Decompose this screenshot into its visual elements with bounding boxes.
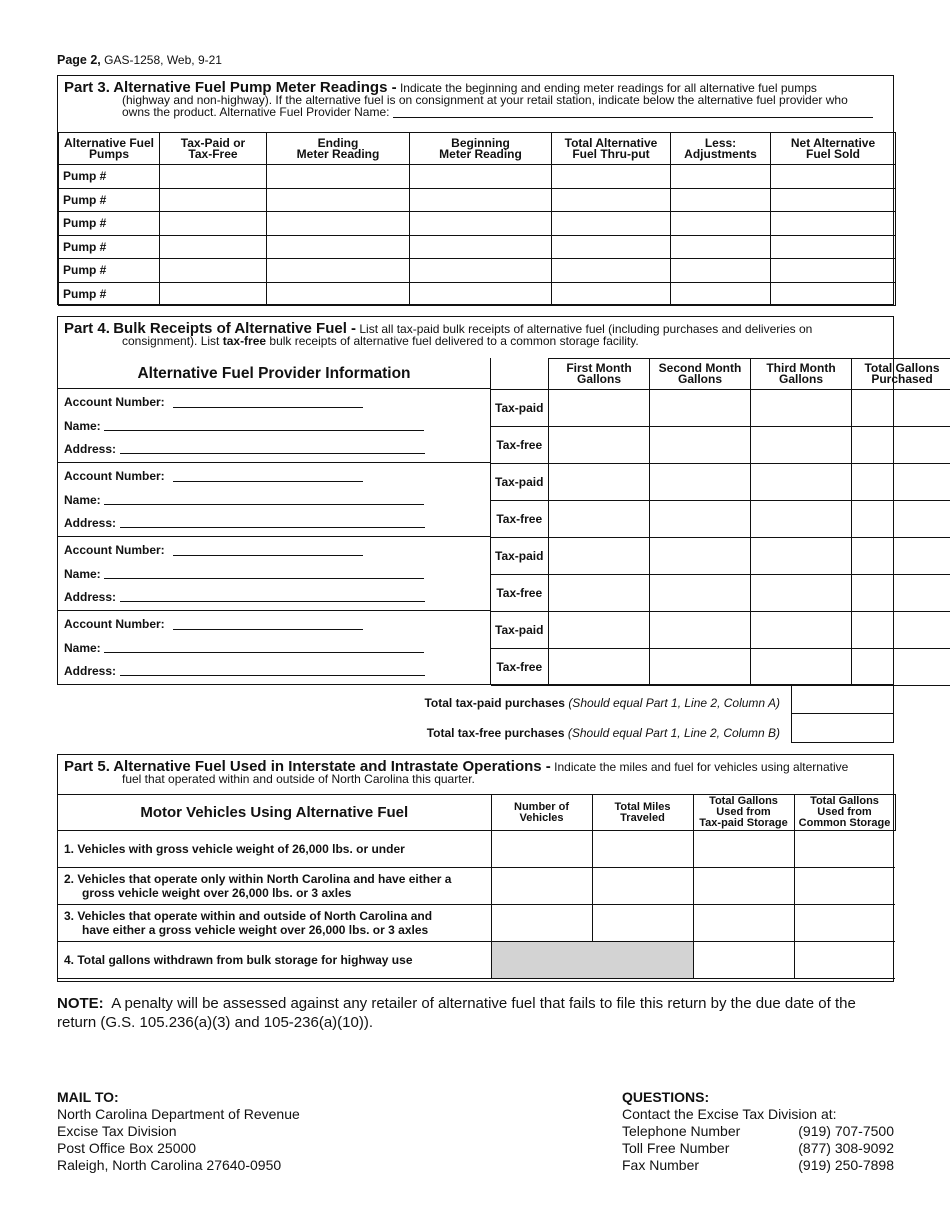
name-input[interactable] — [104, 652, 424, 653]
part5-desc-2: fuel that operated within and outside of North Carolina this quarter. — [122, 772, 475, 786]
pump-cell[interactable] — [410, 259, 552, 283]
part3-desc-3 — [64, 106, 885, 118]
interstate-row-label — [58, 868, 491, 905]
total-tax-paid-label — [424, 696, 780, 710]
pump-col-header — [410, 133, 552, 165]
pump-cell[interactable] — [771, 188, 896, 212]
interstate-col-header — [693, 795, 794, 831]
name-input[interactable] — [104, 504, 424, 505]
tax-type-header — [491, 359, 549, 390]
pump-cell[interactable] — [410, 212, 552, 236]
interstate-cell[interactable] — [592, 831, 693, 868]
interstate-cell[interactable] — [491, 868, 592, 905]
address-label: Address: — [64, 664, 117, 678]
address-label: Address: — [64, 516, 117, 530]
interstate-col-header — [794, 795, 895, 831]
pump-cell[interactable] — [671, 235, 771, 259]
pump-col-header-line: Total Alternative — [564, 135, 658, 150]
pump-cell[interactable] — [552, 165, 671, 189]
interstate-cell[interactable] — [693, 868, 794, 905]
provider-block — [58, 537, 490, 611]
interstate-cell[interactable] — [794, 831, 895, 868]
account-number-input[interactable] — [173, 481, 363, 482]
interstate-row — [58, 942, 895, 979]
tax-type-label: Tax-paid — [491, 612, 549, 649]
pump-col-header — [267, 133, 410, 165]
pump-cell[interactable] — [671, 212, 771, 236]
total-tax-free-bold: Total tax-free purchases — [426, 726, 565, 740]
pump-col-header — [59, 133, 160, 165]
part5-desc-1: Indicate the miles and fuel for vehicles using alternative — [554, 760, 849, 774]
mail-address-line: Post Office Box 25000 — [57, 1140, 197, 1156]
interstate-col-header-line: Used from — [716, 806, 771, 818]
pump-cell[interactable] — [771, 259, 896, 283]
pump-cell[interactable] — [160, 212, 267, 236]
interstate-cell[interactable] — [592, 905, 693, 942]
gallons-cell[interactable] — [751, 390, 852, 427]
interstate-cell[interactable] — [693, 905, 794, 942]
bulk-col-header-line: Gallons — [677, 372, 722, 386]
pump-cell[interactable] — [671, 165, 771, 189]
interstate-cell[interactable] — [693, 831, 794, 868]
note-text: A penalty will be assessed against any retailer of alternative fuel that fails to file this return by the due date of the return (G.S. 105.236(a)(3) and 105-236(a)(10)). — [57, 995, 856, 1031]
total-tax-free-field[interactable] — [791, 713, 894, 743]
mail-to-block — [57, 1089, 300, 1174]
part4-label: Part 4. — [64, 320, 110, 337]
bulk-col-header-line: Gallons — [576, 372, 621, 386]
interstate-col-header — [491, 795, 592, 831]
address-input[interactable] — [120, 601, 425, 602]
pump-label: Pump # — [59, 282, 160, 306]
pump-cell[interactable] — [552, 235, 671, 259]
account-number-input[interactable] — [173, 555, 363, 556]
gallons-cell[interactable] — [852, 649, 950, 686]
interstate-cell[interactable] — [794, 905, 895, 942]
total-tax-free-label — [427, 726, 780, 740]
pump-col-header — [552, 133, 671, 165]
gallons-cell[interactable] — [852, 612, 950, 649]
part5-title: Alternative Fuel Used in Interstate and Intrastate Operations - — [113, 758, 551, 775]
pump-cell[interactable] — [267, 259, 410, 283]
pump-col-header-line: Meter Reading — [296, 146, 380, 161]
gallons-cell[interactable] — [549, 501, 650, 538]
contact-label: Telephone Number — [622, 1123, 741, 1139]
interstate-cell[interactable] — [491, 905, 592, 942]
form-id: GAS-1258, Web, 9-21 — [104, 53, 222, 67]
mail-address-line: North Carolina Department of Revenue — [57, 1106, 300, 1122]
pump-cell[interactable] — [671, 188, 771, 212]
gallons-cell[interactable] — [751, 501, 852, 538]
bulk-receipts-table — [490, 358, 950, 686]
bulk-col-header — [852, 359, 950, 390]
pump-cell[interactable] — [671, 259, 771, 283]
pump-table-body — [59, 165, 896, 306]
gallons-cell[interactable] — [650, 390, 751, 427]
questions-intro: Contact the Excise Tax Division at: — [622, 1106, 837, 1122]
pump-cell[interactable] — [410, 235, 552, 259]
gallons-cell[interactable] — [852, 464, 950, 501]
total-tax-paid-bold: Total tax-paid purchases — [424, 696, 565, 710]
gallons-cell[interactable] — [751, 612, 852, 649]
gallons-cell[interactable] — [751, 427, 852, 464]
bulk-table-body — [491, 390, 950, 686]
part3-heading — [58, 76, 893, 132]
pump-cell[interactable] — [552, 188, 671, 212]
name-label: Name: — [64, 567, 101, 581]
interstate-row-label — [58, 942, 491, 979]
interstate-table-body — [58, 831, 895, 979]
pump-cell[interactable] — [410, 165, 552, 189]
questions-block — [622, 1089, 894, 1174]
pump-readings-table — [58, 132, 896, 306]
provider-info-header: Alternative Fuel Provider Information — [58, 358, 490, 389]
bulk-row — [491, 649, 950, 686]
bulk-row — [491, 464, 950, 501]
contact-row — [622, 1140, 894, 1157]
pump-col-header-line: Alternative Fuel — [63, 135, 155, 150]
account-number-label: Account Number: — [64, 617, 165, 631]
account-number-label: Account Number: — [64, 395, 165, 409]
contact-row — [622, 1157, 894, 1174]
part3-label: Part 3. — [64, 79, 110, 96]
interstate-col-header-line: Total Miles — [614, 800, 671, 813]
interstate-cell[interactable] — [794, 942, 895, 979]
part3-provider-label: owns the product. Alternative Fuel Provider Name: — [122, 105, 390, 119]
provider-name-input[interactable] — [393, 108, 873, 118]
pump-col-header-line: Less: — [704, 135, 737, 150]
pump-col-header-line: Tax-Paid or — [180, 135, 246, 150]
name-label: Name: — [64, 419, 101, 433]
gallons-cell[interactable] — [852, 427, 950, 464]
tax-type-label: Tax-free — [491, 649, 549, 686]
gallons-cell[interactable] — [549, 427, 650, 464]
bulk-col-header — [751, 359, 852, 390]
part5-section — [57, 754, 894, 982]
interstate-row-label — [58, 905, 491, 942]
pump-row — [59, 188, 896, 212]
pump-col-header-line: Tax-Free — [188, 146, 238, 161]
tax-type-label: Tax-free — [491, 501, 549, 538]
pump-cell[interactable] — [160, 259, 267, 283]
provider-info-column — [58, 358, 491, 684]
interstate-table-header — [58, 795, 895, 831]
gallons-cell[interactable] — [751, 464, 852, 501]
provider-block — [58, 463, 490, 537]
bulk-table-header — [491, 359, 950, 390]
gallons-cell[interactable] — [852, 538, 950, 575]
part3-desc-1: Indicate the beginning and ending meter readings for all alternative fuel pumps — [399, 81, 817, 95]
part5-heading — [58, 755, 893, 795]
tax-type-label: Tax-paid — [491, 538, 549, 575]
pump-cell[interactable] — [267, 165, 410, 189]
gallons-cell[interactable] — [650, 427, 751, 464]
interstate-cell[interactable] — [693, 942, 794, 979]
pump-cell[interactable] — [771, 282, 896, 306]
account-number-label: Account Number: — [64, 543, 165, 557]
bulk-col-header-line: Gallons — [778, 372, 823, 386]
bulk-col-header-line: Third Month — [766, 361, 836, 375]
gallons-cell[interactable] — [650, 612, 751, 649]
tax-type-label: Tax-free — [491, 427, 549, 464]
pump-row — [59, 212, 896, 236]
pump-row — [59, 165, 896, 189]
pump-cell[interactable] — [410, 282, 552, 306]
pump-cell[interactable] — [160, 165, 267, 189]
interstate-col-header — [592, 795, 693, 831]
gallons-cell[interactable] — [650, 538, 751, 575]
part4-desc-bold: tax-free — [222, 334, 267, 348]
interstate-col-header-line: Vehicles — [519, 811, 564, 824]
row-label-line: 1. Vehicles with gross vehicle weight of 26,000 lbs. or under — [64, 842, 405, 856]
provider-block — [58, 389, 490, 463]
pump-cell[interactable] — [267, 235, 410, 259]
interstate-row-label — [58, 831, 491, 868]
name-label: Name: — [64, 641, 101, 655]
address-label: Address: — [64, 442, 117, 456]
pump-label: Pump # — [59, 165, 160, 189]
part4-heading — [58, 317, 893, 359]
pump-row — [59, 282, 896, 306]
interstate-cell[interactable] — [491, 831, 592, 868]
pump-col-header-line: Adjustments — [684, 146, 757, 161]
pump-cell[interactable] — [267, 188, 410, 212]
pump-cell[interactable] — [552, 212, 671, 236]
bulk-col-header-line: Second Month — [658, 361, 742, 375]
address-label: Address: — [64, 590, 117, 604]
gallons-cell[interactable] — [852, 501, 950, 538]
part4-desc-2b: bulk receipts of alternative fuel delivered to a common storage facility. — [266, 334, 639, 348]
row-label-line: 3. Vehicles that operate within and outside of North Carolina and — [64, 909, 433, 923]
page-number: Page 2, — [57, 53, 101, 67]
interstate-col-header-line: Number of — [514, 800, 569, 813]
pump-cell[interactable] — [671, 282, 771, 306]
pump-col-header — [160, 133, 267, 165]
row-label-line: 2. Vehicles that operate only within North Carolina and have either a — [64, 872, 452, 886]
gallons-cell[interactable] — [650, 464, 751, 501]
gallons-cell[interactable] — [751, 649, 852, 686]
pump-col-header-line: Beginning — [451, 135, 510, 150]
contact-number: (919) 250-7898 — [798, 1157, 894, 1173]
gallons-cell[interactable] — [549, 390, 650, 427]
interstate-col-header-line: Common Storage — [798, 817, 891, 829]
address-input[interactable] — [120, 527, 425, 528]
part4-desc-2a: consignment). List — [122, 334, 223, 348]
mail-address-line: Excise Tax Division — [57, 1123, 177, 1139]
contact-number: (877) 308-9092 — [798, 1140, 894, 1156]
pump-col-header — [671, 133, 771, 165]
gallons-cell[interactable] — [549, 575, 650, 612]
interstate-col-header-line: Used from — [817, 806, 872, 818]
bulk-row — [491, 538, 950, 575]
part4-title: Bulk Receipts of Alternative Fuel - — [113, 320, 357, 337]
interstate-table — [58, 794, 896, 979]
account-number-input[interactable] — [173, 407, 363, 408]
interstate-col-header-line: Traveled — [620, 811, 665, 824]
interstate-col-header-line: Total Gallons — [709, 795, 778, 807]
pump-label: Pump # — [59, 235, 160, 259]
bulk-col-header-line: First Month — [566, 361, 632, 375]
address-input[interactable] — [120, 453, 425, 454]
part4-section — [57, 316, 940, 685]
part4-desc-1: List all tax-paid bulk receipts of alternative fuel (including purchases and deliveries on — [359, 322, 813, 336]
shaded-cell — [491, 942, 693, 979]
pump-cell[interactable] — [771, 212, 896, 236]
pump-row — [59, 235, 896, 259]
total-tax-paid-note: (Should equal Part 1, Line 2, Column A) — [568, 696, 780, 710]
interstate-row — [58, 868, 895, 905]
vehicles-header: Motor Vehicles Using Alternative Fuel — [58, 795, 491, 831]
tax-type-label: Tax-paid — [491, 464, 549, 501]
questions-title: QUESTIONS: — [622, 1089, 710, 1105]
pump-cell[interactable] — [267, 212, 410, 236]
mail-address-line: Raleigh, North Carolina 27640-0950 — [57, 1157, 282, 1173]
account-number-input[interactable] — [173, 629, 363, 630]
gallons-cell[interactable] — [751, 538, 852, 575]
page-header — [57, 53, 222, 67]
part5-label: Part 5. — [64, 758, 110, 775]
gallons-cell[interactable] — [852, 575, 950, 612]
row-label-line: 4. Total gallons withdrawn from bulk storage for highway use — [64, 953, 413, 967]
contact-number: (919) 707-7500 — [798, 1123, 894, 1139]
bulk-row — [491, 612, 950, 649]
pump-cell[interactable] — [160, 235, 267, 259]
bulk-row — [491, 390, 950, 427]
pump-col-header — [771, 133, 896, 165]
mail-title: MAIL TO: — [57, 1089, 119, 1105]
bulk-col-header-line: Purchased — [871, 372, 933, 386]
gallons-cell[interactable] — [549, 612, 650, 649]
bulk-col-header-line: Total Gallons — [864, 361, 940, 375]
pump-col-header-line: Fuel Thru-put — [572, 146, 650, 161]
pump-label: Pump # — [59, 259, 160, 283]
pump-col-header-line: Ending — [317, 135, 359, 150]
bulk-col-header — [549, 359, 650, 390]
name-input[interactable] — [104, 430, 424, 431]
part3-desc-2: (highway and non-highway). If the alternative fuel is on consignment at your retail station, indicate below the alternative fuel provider who — [122, 93, 848, 107]
bulk-row — [491, 501, 950, 538]
pump-col-header-line: Fuel Sold — [806, 146, 860, 161]
bulk-row — [491, 575, 950, 612]
interstate-row — [58, 905, 895, 942]
interstate-col-header-line: Total Gallons — [810, 795, 879, 807]
gallons-cell[interactable] — [549, 538, 650, 575]
interstate-col-header-line: Tax-paid Storage — [699, 817, 788, 829]
tax-type-label: Tax-free — [491, 575, 549, 612]
name-label: Name: — [64, 493, 101, 507]
row-label-line: have either a gross vehicle weight over 26,000 lbs. or 3 axles — [82, 923, 429, 937]
part3-section — [57, 75, 894, 305]
pump-col-header-line: Pumps — [88, 146, 129, 161]
pump-table-header — [59, 133, 896, 165]
account-number-label: Account Number: — [64, 469, 165, 483]
pump-label: Pump # — [59, 188, 160, 212]
tax-type-label: Tax-paid — [491, 390, 549, 427]
note-label: NOTE: — [57, 995, 104, 1012]
interstate-row — [58, 831, 895, 868]
gallons-cell[interactable] — [852, 390, 950, 427]
row-label-line: gross vehicle weight over 26,000 lbs. or 3 axles — [82, 886, 352, 900]
contact-label: Toll Free Number — [622, 1140, 730, 1156]
gallons-cell[interactable] — [650, 649, 751, 686]
part3-title: Alternative Fuel Pump Meter Readings - — [113, 79, 397, 96]
name-input[interactable] — [104, 578, 424, 579]
pump-col-header-line: Net Alternative — [790, 135, 876, 150]
pump-cell[interactable] — [552, 282, 671, 306]
gallons-cell[interactable] — [650, 575, 751, 612]
provider-block — [58, 611, 490, 685]
bulk-row — [491, 427, 950, 464]
pump-cell[interactable] — [552, 259, 671, 283]
total-tax-paid-field[interactable] — [791, 684, 894, 714]
contact-label: Fax Number — [622, 1157, 700, 1173]
pump-label: Pump # — [59, 212, 160, 236]
pump-cell[interactable] — [160, 188, 267, 212]
pump-cell[interactable] — [771, 165, 896, 189]
pump-cell[interactable] — [410, 188, 552, 212]
pump-cell[interactable] — [267, 282, 410, 306]
penalty-note — [57, 994, 897, 1032]
pump-cell[interactable] — [771, 235, 896, 259]
contact-row — [622, 1123, 894, 1140]
total-tax-free-note: (Should equal Part 1, Line 2, Column B) — [567, 726, 780, 740]
interstate-cell[interactable] — [592, 868, 693, 905]
gallons-cell[interactable] — [650, 501, 751, 538]
gallons-cell[interactable] — [549, 649, 650, 686]
gallons-cell[interactable] — [751, 575, 852, 612]
gallons-cell[interactable] — [549, 464, 650, 501]
pump-cell[interactable] — [160, 282, 267, 306]
address-input[interactable] — [120, 675, 425, 676]
bulk-col-header — [650, 359, 751, 390]
interstate-cell[interactable] — [794, 868, 895, 905]
pump-row — [59, 259, 896, 283]
part4-desc-2 — [64, 335, 885, 347]
pump-col-header-line: Meter Reading — [439, 146, 522, 161]
